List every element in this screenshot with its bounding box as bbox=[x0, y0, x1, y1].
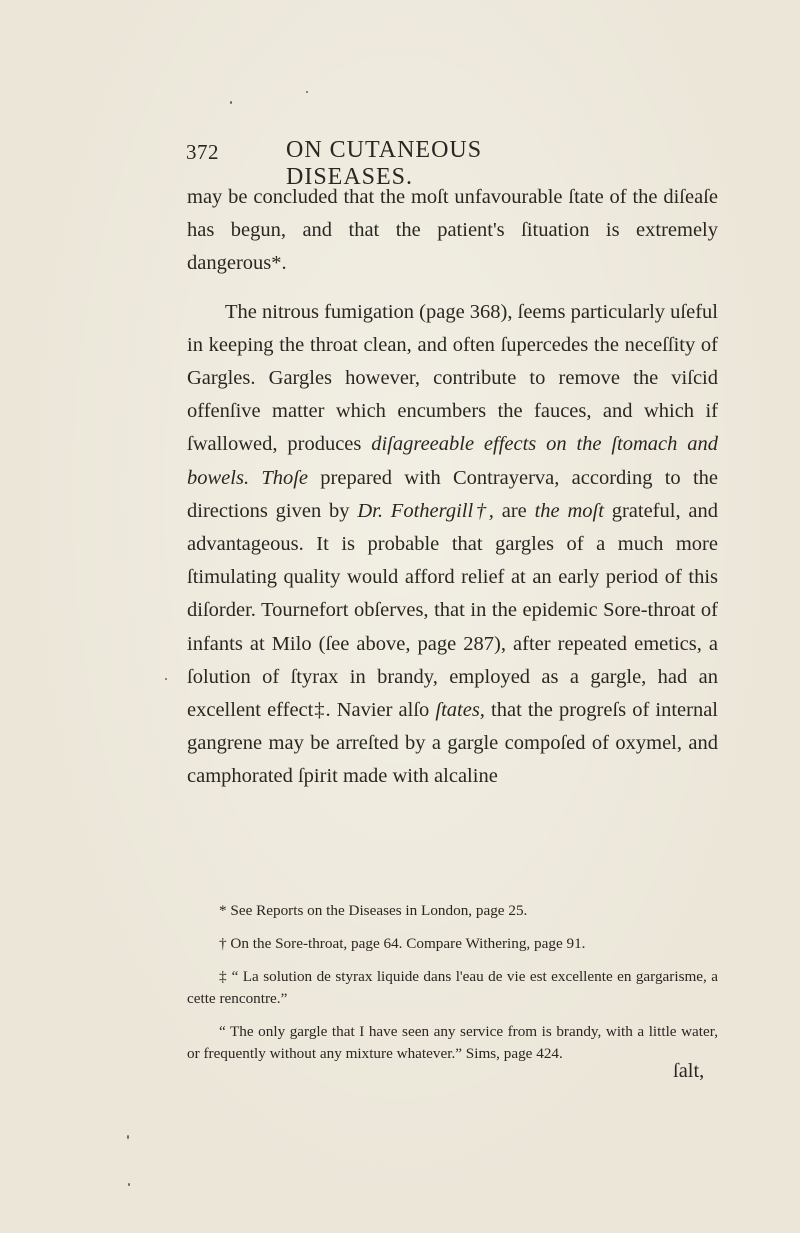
italic-text: the moſt bbox=[534, 499, 604, 522]
body-text bbox=[187, 181, 718, 794]
paragraph-text: prepared with Contrayerva, according to the directions given by bbox=[187, 466, 718, 522]
footnotes bbox=[187, 900, 718, 1076]
italic-text: diſagreeable effects on the ſtomach and bowels. Thoſe bbox=[187, 433, 718, 489]
paper-speck bbox=[165, 678, 167, 680]
paper-speck bbox=[306, 91, 308, 93]
paragraph-text: that the progreſs of internal gangrene may be arreſted by a gargle compoſed of oxymel, and camphorated ſpirit made with alcaline bbox=[187, 699, 718, 788]
paper-speck bbox=[127, 1135, 129, 1139]
paragraph-text: grateful, and advantageous. It is probable that gargles of a much more ſtimulating quality would afford relief at an early period of this diſorder. Tournefort obſerves, that in the epidemic Sore-throat of infants at Milo (ſee above, page 287), after repeated emetics, a ſolution of ſtyrax in brandy, employed as a gargle, had an excellent effect‡. Navier alſo bbox=[187, 499, 718, 722]
footnote-2: † On the Sore-throat, page 64. Compare Withering, page 91. bbox=[219, 935, 586, 952]
footnote-1: * See Reports on the Diseases in London, page 25. bbox=[219, 902, 528, 919]
paper-speck bbox=[128, 1183, 130, 1186]
italic-text: ſtates, bbox=[435, 699, 485, 722]
catchword: ſalt, bbox=[673, 1060, 705, 1082]
footnote-3: ‡ “ La solution de styrax liquide dans l'eau de vie est excellente en gargarisme, a cette rencontre.” bbox=[187, 968, 718, 1007]
page-number: 372 bbox=[186, 140, 219, 164]
paper-speck bbox=[230, 101, 232, 104]
page-header bbox=[186, 137, 606, 190]
paragraph-gargles bbox=[187, 296, 718, 794]
italic-text: Dr. Fothergill†, bbox=[357, 499, 494, 522]
paragraph-text: The nitrous fumigation (page 368), ſeems particularly uſeful in keeping the throat clean, and often ſupercedes the neceſſity of Gargles. Gargles however, contribute to remove the viſcid offenſive matter which encumbers the fauces, and which if ſwallowed, produces bbox=[187, 300, 718, 456]
running-title: ON CUTANEOUS DISEASES. bbox=[286, 137, 483, 190]
paragraph-continuation: may be concluded that the moſt unfavourable ſtate of the diſeaſe has begun, and that the patient's ſituation is extremely dangerous*. bbox=[187, 186, 718, 275]
paragraph-text: are bbox=[493, 499, 535, 522]
footnote-4: “ The only gargle that I have seen any service from is brandy, with a little water, or frequently without any mixture whatever.” Sims, page 424. bbox=[187, 1023, 718, 1062]
